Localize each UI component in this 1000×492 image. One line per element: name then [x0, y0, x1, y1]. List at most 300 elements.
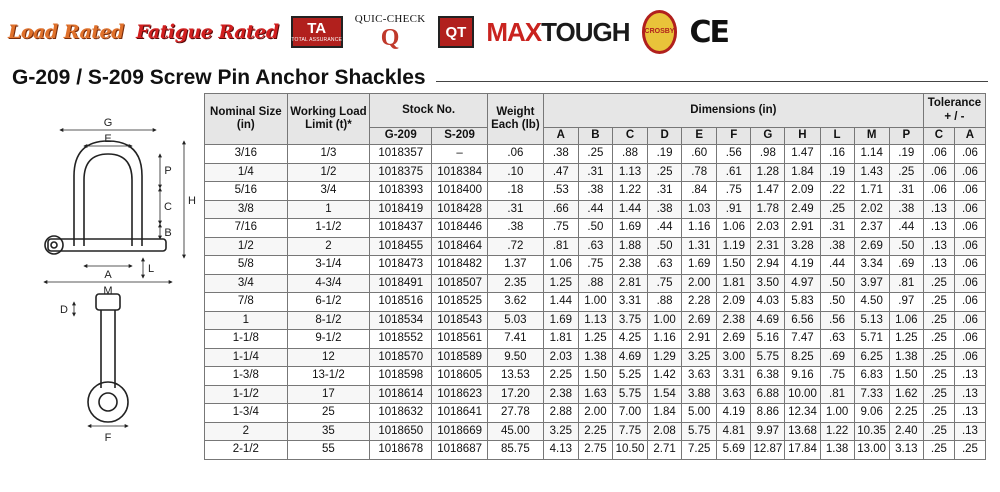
- cell-dim-l: 1.38: [820, 441, 854, 460]
- table-row: [205, 274, 986, 293]
- table-row: [205, 422, 986, 441]
- cell-dim-m: 3.34: [854, 256, 889, 275]
- cell-stock-g209: 1018570: [370, 348, 432, 367]
- cell-dim-b: 2.25: [578, 422, 612, 441]
- cell-dim-h: 2.49: [785, 200, 820, 219]
- cell-tol-a: .13: [954, 404, 985, 423]
- cell-dim-f: 5.69: [717, 441, 751, 460]
- cell-dim-e: 2.28: [682, 293, 717, 312]
- cell-dim-d: .44: [648, 219, 682, 238]
- cell-dim-d: 1.42: [648, 367, 682, 386]
- cell-working-load-limit: 35: [287, 422, 370, 441]
- cell-dim-l: .56: [820, 311, 854, 330]
- table-row: [205, 367, 986, 386]
- cell-dim-l: .19: [820, 163, 854, 182]
- cell-nominal-size: 5/8: [205, 256, 288, 275]
- cell-tol-a: .06: [954, 145, 985, 164]
- cell-weight: .18: [488, 182, 544, 201]
- cell-dim-f: 3.31: [717, 367, 751, 386]
- cell-dim-p: 2.25: [889, 404, 923, 423]
- cell-stock-g209: 1018632: [370, 404, 432, 423]
- maxtough-tough: TOUGH: [541, 16, 630, 47]
- cell-nominal-size: 3/8: [205, 200, 288, 219]
- cell-dim-e: 1.31: [682, 237, 717, 256]
- cell-weight: 2.35: [488, 274, 544, 293]
- certification-logo-strip: [8, 4, 728, 60]
- cell-stock-s209: 1018446: [432, 219, 488, 238]
- cell-dim-f: .61: [717, 163, 751, 182]
- subheader-tol-a: A: [954, 128, 985, 145]
- cell-dim-g: 4.03: [751, 293, 785, 312]
- cell-stock-g209: 1018534: [370, 311, 432, 330]
- cell-dim-e: 2.69: [682, 311, 717, 330]
- cell-tol-c: .06: [923, 163, 954, 182]
- dimension-lines: [44, 130, 184, 426]
- cell-stock-s209: 1018543: [432, 311, 488, 330]
- cell-dim-d: 1.54: [648, 385, 682, 404]
- table-row: [205, 385, 986, 404]
- subheader-dim-f: F: [717, 128, 751, 145]
- cell-dim-c: 4.25: [612, 330, 647, 349]
- header-weight: Weight Each (lb): [488, 94, 544, 145]
- cell-tol-a: .13: [954, 422, 985, 441]
- cell-dim-g: 1.47: [751, 182, 785, 201]
- quic-check-logo: [355, 14, 426, 50]
- cell-dim-e: 3.88: [682, 385, 717, 404]
- cell-dim-b: .25: [578, 145, 612, 164]
- cell-tol-c: .06: [923, 145, 954, 164]
- cell-dim-d: 1.29: [648, 348, 682, 367]
- cell-tol-a: .06: [954, 163, 985, 182]
- quality-seal-logo: [642, 10, 678, 54]
- cell-tol-c: .13: [923, 237, 954, 256]
- cell-dim-m: 5.71: [854, 330, 889, 349]
- cell-dim-m: 6.83: [854, 367, 889, 386]
- cell-dim-m: 5.13: [854, 311, 889, 330]
- cell-dim-h: 12.34: [785, 404, 820, 423]
- cell-stock-s209: 1018482: [432, 256, 488, 275]
- cell-weight: 85.75: [488, 441, 544, 460]
- cell-dim-b: .31: [578, 163, 612, 182]
- cell-stock-s209: 1018641: [432, 404, 488, 423]
- table-header: [205, 94, 986, 145]
- cell-tol-c: .25: [923, 311, 954, 330]
- cell-dim-d: 2.71: [648, 441, 682, 460]
- cell-weight: 17.20: [488, 385, 544, 404]
- cell-stock-s209: 1018687: [432, 441, 488, 460]
- cell-dim-d: .50: [648, 237, 682, 256]
- cell-dim-f: 2.69: [717, 330, 751, 349]
- cell-stock-g209: 1018357: [370, 145, 432, 164]
- cell-dim-l: .81: [820, 385, 854, 404]
- cell-dim-f: 3.00: [717, 348, 751, 367]
- cell-working-load-limit: 25: [287, 404, 370, 423]
- cell-stock-g209: 1018516: [370, 293, 432, 312]
- ta-logo: [291, 16, 343, 48]
- cell-nominal-size: 2: [205, 422, 288, 441]
- cell-stock-s209: 1018589: [432, 348, 488, 367]
- cell-dim-d: .38: [648, 200, 682, 219]
- subheader-tol-c: C: [923, 128, 954, 145]
- subheader-dim-d: D: [648, 128, 682, 145]
- cell-dim-l: 1.00: [820, 404, 854, 423]
- table-row: [205, 145, 986, 164]
- cell-tol-a: .13: [954, 367, 985, 386]
- cell-stock-s209: 1018669: [432, 422, 488, 441]
- cell-dim-p: .81: [889, 274, 923, 293]
- quic-check-text: QUIC-CHECK: [354, 13, 426, 25]
- cell-dim-b: .38: [578, 182, 612, 201]
- cell-dim-c: 5.25: [612, 367, 647, 386]
- cell-tol-c: .13: [923, 200, 954, 219]
- cell-stock-s209: 1018384: [432, 163, 488, 182]
- cell-dim-h: 17.84: [785, 441, 820, 460]
- cell-working-load-limit: 1-1/2: [287, 219, 370, 238]
- cell-working-load-limit: 2: [287, 237, 370, 256]
- cell-dim-e: 2.00: [682, 274, 717, 293]
- cell-dim-c: 1.13: [612, 163, 647, 182]
- cell-weight: 27.78: [488, 404, 544, 423]
- cell-nominal-size: 1-3/4: [205, 404, 288, 423]
- table-row: [205, 404, 986, 423]
- cell-dim-b: .44: [578, 200, 612, 219]
- cell-dim-a: .81: [543, 237, 578, 256]
- shackle-front-view: [45, 141, 166, 254]
- cell-dim-m: 1.14: [854, 145, 889, 164]
- cell-working-load-limit: 1: [287, 200, 370, 219]
- cell-dim-l: .31: [820, 219, 854, 238]
- shackle-dimension-diagram: [8, 96, 203, 492]
- cell-stock-s209: 1018525: [432, 293, 488, 312]
- cell-tol-c: .25: [923, 404, 954, 423]
- cell-dim-h: 13.68: [785, 422, 820, 441]
- cell-dim-a: 3.25: [543, 422, 578, 441]
- cell-dim-m: 6.25: [854, 348, 889, 367]
- cell-dim-m: 1.71: [854, 182, 889, 201]
- cell-stock-s209: 1018507: [432, 274, 488, 293]
- cell-dim-p: .97: [889, 293, 923, 312]
- cell-weight: 3.62: [488, 293, 544, 312]
- subheader-dim-m: M: [854, 128, 889, 145]
- cell-dim-a: .66: [543, 200, 578, 219]
- cell-dim-f: 4.81: [717, 422, 751, 441]
- cell-dim-m: 1.43: [854, 163, 889, 182]
- cell-dim-p: 1.06: [889, 311, 923, 330]
- cell-stock-g209: 1018375: [370, 163, 432, 182]
- maxtough-max: MAX: [486, 16, 542, 47]
- cell-dim-c: 2.81: [612, 274, 647, 293]
- cell-dim-f: .91: [717, 200, 751, 219]
- qt-logo-text: QT: [445, 23, 467, 41]
- cell-dim-f: .75: [717, 182, 751, 201]
- subheader-dim-b: B: [578, 128, 612, 145]
- cell-dim-c: 1.22: [612, 182, 647, 201]
- dim-label-h: H: [188, 195, 196, 207]
- cell-working-load-limit: 6-1/2: [287, 293, 370, 312]
- cell-tol-a: .06: [954, 200, 985, 219]
- cell-dim-a: .53: [543, 182, 578, 201]
- cell-dim-g: 6.38: [751, 367, 785, 386]
- cell-dim-p: 1.50: [889, 367, 923, 386]
- cell-dim-d: .63: [648, 256, 682, 275]
- cell-dim-h: 4.97: [785, 274, 820, 293]
- cell-stock-s209: 1018623: [432, 385, 488, 404]
- table-row: [205, 256, 986, 275]
- cell-stock-g209: 1018650: [370, 422, 432, 441]
- cell-dim-e: 3.63: [682, 367, 717, 386]
- cell-dim-d: 2.08: [648, 422, 682, 441]
- dim-label-f: F: [104, 432, 112, 444]
- cell-dim-l: .25: [820, 200, 854, 219]
- cell-tol-c: .25: [923, 293, 954, 312]
- cell-dim-m: 3.97: [854, 274, 889, 293]
- cell-stock-g209: 1018614: [370, 385, 432, 404]
- cell-weight: .38: [488, 219, 544, 238]
- cell-nominal-size: 1-1/4: [205, 348, 288, 367]
- cell-dim-a: 2.25: [543, 367, 578, 386]
- cell-dim-c: 1.88: [612, 237, 647, 256]
- cell-dim-l: .44: [820, 256, 854, 275]
- cell-nominal-size: 1/2: [205, 237, 288, 256]
- table-row: [205, 348, 986, 367]
- cell-weight: 1.37: [488, 256, 544, 275]
- cell-dim-e: .78: [682, 163, 717, 182]
- cell-dim-g: 4.69: [751, 311, 785, 330]
- cell-dim-l: .50: [820, 274, 854, 293]
- subheader-stock-g-209: G-209: [370, 128, 432, 145]
- cell-dim-p: 2.40: [889, 422, 923, 441]
- cell-dim-h: 2.09: [785, 182, 820, 201]
- cell-dim-p: .50: [889, 237, 923, 256]
- cell-dim-c: 1.69: [612, 219, 647, 238]
- cell-tol-c: .13: [923, 256, 954, 275]
- cell-dim-d: .25: [648, 163, 682, 182]
- cell-dim-e: 1.69: [682, 256, 717, 275]
- cell-tol-c: .25: [923, 274, 954, 293]
- cell-stock-s209: 1018400: [432, 182, 488, 201]
- cell-dim-a: 1.44: [543, 293, 578, 312]
- subheader-dim-c: C: [612, 128, 647, 145]
- table-body: [205, 145, 986, 460]
- cell-tol-a: .06: [954, 182, 985, 201]
- cell-dim-d: .31: [648, 182, 682, 201]
- cell-dim-m: 9.06: [854, 404, 889, 423]
- cell-nominal-size: 2-1/2: [205, 441, 288, 460]
- cell-dim-c: 10.50: [612, 441, 647, 460]
- cell-dim-a: .75: [543, 219, 578, 238]
- cell-stock-s209: 1018464: [432, 237, 488, 256]
- cell-dim-f: 1.50: [717, 256, 751, 275]
- cell-tol-c: .06: [923, 182, 954, 201]
- cell-tol-c: .25: [923, 367, 954, 386]
- cell-dim-h: 6.56: [785, 311, 820, 330]
- header-working-load-limit: Working Load Limit (t)*: [287, 94, 370, 145]
- cell-dim-g: 2.03: [751, 219, 785, 238]
- cell-stock-g209: 1018552: [370, 330, 432, 349]
- cell-dim-d: .75: [648, 274, 682, 293]
- cell-weight: 45.00: [488, 422, 544, 441]
- cell-dim-c: 2.38: [612, 256, 647, 275]
- cell-working-load-limit: 12: [287, 348, 370, 367]
- cell-dim-b: 1.38: [578, 348, 612, 367]
- cell-tol-c: .25: [923, 441, 954, 460]
- cell-dim-b: 1.63: [578, 385, 612, 404]
- cell-stock-s209: –: [432, 145, 488, 164]
- cell-working-load-limit: 3/4: [287, 182, 370, 201]
- cell-dim-l: 1.22: [820, 422, 854, 441]
- table-row: [205, 219, 986, 238]
- cell-dim-c: 3.31: [612, 293, 647, 312]
- cell-dim-f: .56: [717, 145, 751, 164]
- cell-nominal-size: 1-1/8: [205, 330, 288, 349]
- cell-dim-a: 1.69: [543, 311, 578, 330]
- cell-dim-a: 2.38: [543, 385, 578, 404]
- cell-dim-a: 1.25: [543, 274, 578, 293]
- header-stock-no: Stock No.: [370, 94, 488, 128]
- cell-tol-a: .13: [954, 385, 985, 404]
- cell-working-load-limit: 8-1/2: [287, 311, 370, 330]
- cell-weight: .31: [488, 200, 544, 219]
- page-title: G-209 / S-209 Screw Pin Anchor Shackles: [12, 66, 426, 89]
- cell-dim-a: 1.81: [543, 330, 578, 349]
- cell-tol-a: .06: [954, 256, 985, 275]
- fatigue-rated-logo: Fatigue Rated: [135, 21, 279, 43]
- cell-dim-l: .63: [820, 330, 854, 349]
- cell-dim-c: 1.44: [612, 200, 647, 219]
- cell-dim-b: .50: [578, 219, 612, 238]
- cell-weight: 5.03: [488, 311, 544, 330]
- dim-label-c: C: [164, 201, 172, 213]
- table-row: [205, 293, 986, 312]
- cell-dim-f: 3.63: [717, 385, 751, 404]
- dim-label-e: E: [104, 133, 112, 145]
- cell-dim-l: .22: [820, 182, 854, 201]
- cell-dim-p: 3.13: [889, 441, 923, 460]
- cell-dim-p: 1.25: [889, 330, 923, 349]
- cell-working-load-limit: 9-1/2: [287, 330, 370, 349]
- table-row: [205, 163, 986, 182]
- cell-dim-g: 2.31: [751, 237, 785, 256]
- cell-nominal-size: 1: [205, 311, 288, 330]
- cell-dim-d: .19: [648, 145, 682, 164]
- cell-weight: 9.50: [488, 348, 544, 367]
- cell-tol-c: .25: [923, 385, 954, 404]
- cell-dim-f: 2.09: [717, 293, 751, 312]
- cell-stock-s209: 1018605: [432, 367, 488, 386]
- subheader-dim-g: G: [751, 128, 785, 145]
- cell-stock-g209: 1018473: [370, 256, 432, 275]
- cell-dim-e: .60: [682, 145, 717, 164]
- cell-dim-e: 1.03: [682, 200, 717, 219]
- cell-dim-g: 3.50: [751, 274, 785, 293]
- cell-tol-a: .06: [954, 219, 985, 238]
- cell-dim-b: .75: [578, 256, 612, 275]
- dim-label-p: P: [164, 165, 172, 177]
- cell-dim-m: 13.00: [854, 441, 889, 460]
- cell-dim-f: 2.38: [717, 311, 751, 330]
- cell-nominal-size: 7/8: [205, 293, 288, 312]
- cell-nominal-size: 1-3/8: [205, 367, 288, 386]
- subheader-dim-h: H: [785, 128, 820, 145]
- cell-dim-a: 4.13: [543, 441, 578, 460]
- cell-stock-g209: 1018491: [370, 274, 432, 293]
- cell-stock-g209: 1018419: [370, 200, 432, 219]
- cell-dim-h: 1.84: [785, 163, 820, 182]
- cell-dim-d: .88: [648, 293, 682, 312]
- cell-nominal-size: 5/16: [205, 182, 288, 201]
- qt-logo: [438, 16, 475, 48]
- cell-dim-a: .38: [543, 145, 578, 164]
- cell-weight: .72: [488, 237, 544, 256]
- cell-dim-c: 5.75: [612, 385, 647, 404]
- cell-dim-e: 7.25: [682, 441, 717, 460]
- cell-nominal-size: 7/16: [205, 219, 288, 238]
- cell-working-load-limit: 1/2: [287, 163, 370, 182]
- cell-dim-h: 4.19: [785, 256, 820, 275]
- cell-dim-a: .47: [543, 163, 578, 182]
- cell-weight: 7.41: [488, 330, 544, 349]
- cell-dim-g: 2.94: [751, 256, 785, 275]
- table-row: [205, 182, 986, 201]
- cell-dim-g: 8.86: [751, 404, 785, 423]
- cell-stock-g209: 1018678: [370, 441, 432, 460]
- cell-dim-h: 2.91: [785, 219, 820, 238]
- subheader-dim-l: L: [820, 128, 854, 145]
- cell-dim-e: 1.16: [682, 219, 717, 238]
- cell-dim-m: 7.33: [854, 385, 889, 404]
- cell-dim-a: 1.06: [543, 256, 578, 275]
- header-tolerance: Tolerance + / -: [923, 94, 985, 128]
- cell-dim-l: .16: [820, 145, 854, 164]
- ta-logo-text: TA: [307, 20, 327, 37]
- cell-dim-h: 5.83: [785, 293, 820, 312]
- cell-tol-c: .25: [923, 348, 954, 367]
- cell-tol-a: .06: [954, 293, 985, 312]
- cell-dim-b: .63: [578, 237, 612, 256]
- cell-dim-l: .38: [820, 237, 854, 256]
- cell-dim-m: 2.02: [854, 200, 889, 219]
- cell-working-load-limit: 1/3: [287, 145, 370, 164]
- table-row: [205, 330, 986, 349]
- cell-dim-c: 3.75: [612, 311, 647, 330]
- shackle-side-view: [88, 294, 128, 422]
- header-dimensions: Dimensions (in): [543, 94, 923, 128]
- cell-dim-m: 10.35: [854, 422, 889, 441]
- cell-nominal-size: 1/4: [205, 163, 288, 182]
- cell-tol-a: .06: [954, 311, 985, 330]
- title-divider: [436, 81, 988, 82]
- cell-working-load-limit: 4-3/4: [287, 274, 370, 293]
- cell-dim-d: 1.16: [648, 330, 682, 349]
- cell-stock-g209: 1018393: [370, 182, 432, 201]
- cell-dim-g: 5.75: [751, 348, 785, 367]
- cell-dim-b: .88: [578, 274, 612, 293]
- cell-dim-b: 1.25: [578, 330, 612, 349]
- cell-dim-p: .31: [889, 182, 923, 201]
- dim-label-a: A: [104, 269, 112, 281]
- cell-tol-a: .25: [954, 441, 985, 460]
- cell-dim-p: .44: [889, 219, 923, 238]
- cell-tol-a: .06: [954, 348, 985, 367]
- cell-stock-g209: 1018598: [370, 367, 432, 386]
- cell-nominal-size: 1-1/2: [205, 385, 288, 404]
- cell-dim-e: .84: [682, 182, 717, 201]
- load-rated-logo: Load Rated: [8, 21, 124, 43]
- cell-stock-s209: 1018561: [432, 330, 488, 349]
- subheader-dim-p: P: [889, 128, 923, 145]
- cell-dim-p: .69: [889, 256, 923, 275]
- cell-dim-c: .88: [612, 145, 647, 164]
